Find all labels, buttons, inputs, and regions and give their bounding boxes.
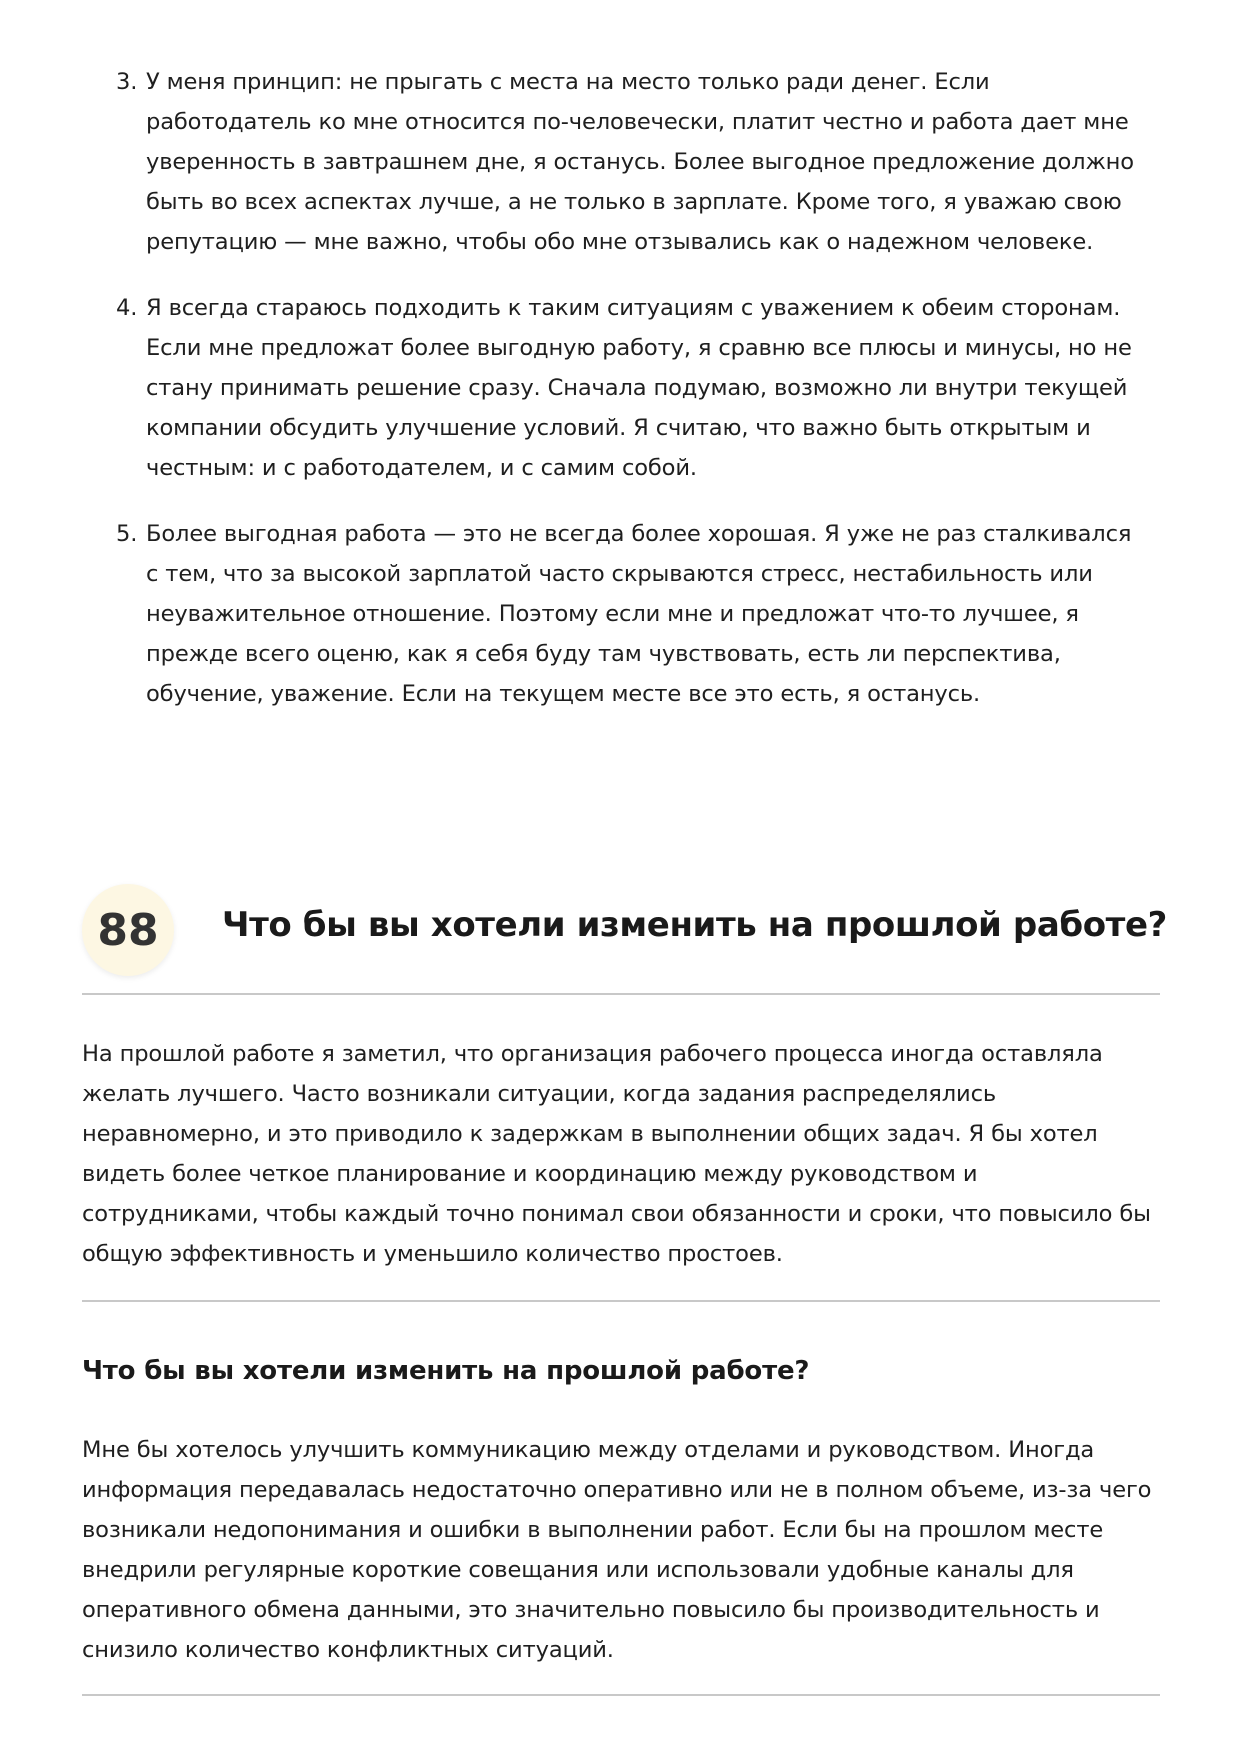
question-header	[82, 884, 1167, 990]
bottom-divider	[82, 1694, 1160, 1696]
variant-answer: Мне бы хотелось улучшить коммуникацию между отделами и руководством. Иногда информация передавалась недостаточно оперативно или не в полном объеме, из-за чего возникали недопонимания и ошибки в выполнении работ. Если бы на прошлом месте внедрили регулярные короткие совещания или использовали удобные каналы для оперативного обмена данными, это значительно повысило бы производительность и снизило количество конфликтных ситуаций.	[82, 1437, 1152, 1663]
question-number-badge: 88	[82, 884, 174, 976]
variant-heading: Что бы вы хотели изменить на прошлой работе?	[82, 1356, 810, 1386]
list-item-number: 5.	[116, 521, 138, 547]
list-item-text: Более выгодная работа — это не всегда более хорошая. Я уже не раз сталкивался с тем, что за высокой зарплатой часто скрываются стресс, нестабильность или неуважительное отношение. Поэтому если мне и предложат что-то лучшее, я прежде всего оценю, как я себя буду там чувствовать, есть ли перспектива, обучение, уважение. Если на текущем месте все это есть, я останусь.	[146, 521, 1132, 707]
list-item-text: Я всегда стараюсь подходить к таким ситуациям с уважением к обеим сторонам. Если мне предложат более выгодную работу, я сравню все плюсы и минусы, но не стану принимать решение сразу. Сначала подумаю, возможно ли внутри текущей компании обсудить улучшение условий. Я считаю, что важно быть открытым и честным: и с работодателем, и с самим собой.	[146, 295, 1132, 481]
list-item-number: 3.	[116, 69, 138, 95]
answer-list	[116, 62, 1146, 740]
list-item	[116, 288, 1146, 488]
list-item	[116, 62, 1146, 262]
list-item	[116, 514, 1146, 714]
list-item-number: 4.	[116, 295, 138, 321]
question-title: Что бы вы хотели изменить на прошлой работе?	[222, 905, 1167, 945]
header-divider	[82, 993, 1160, 995]
list-item-text: У меня принцип: не прыгать с места на место только ради денег. Если работодатель ко мне относится по-человечески, платит честно и работа дает мне уверенность в завтрашнем дне, я останусь. Более выгодное предложение должно быть во всех аспектах лучше, а не только в зарплате. Кроме того, я уважаю свою репутацию — мне важно, чтобы обо мне отзывались как о надежном человеке.	[146, 69, 1134, 255]
question-answer: На прошлой работе я заметил, что организация рабочего процесса иногда оставляла желать лучшего. Часто возникали ситуации, когда задания распределялись неравномерно, и это приводило к задержкам в выполнении общих задач. Я бы хотел видеть более четкое планирование и координацию между руководством и сотрудниками, чтобы каждый точно понимал свои обязанности и сроки, что повысило бы общую эффективность и уменьшило количество простоев.	[82, 1041, 1151, 1267]
section-divider	[82, 1300, 1160, 1302]
